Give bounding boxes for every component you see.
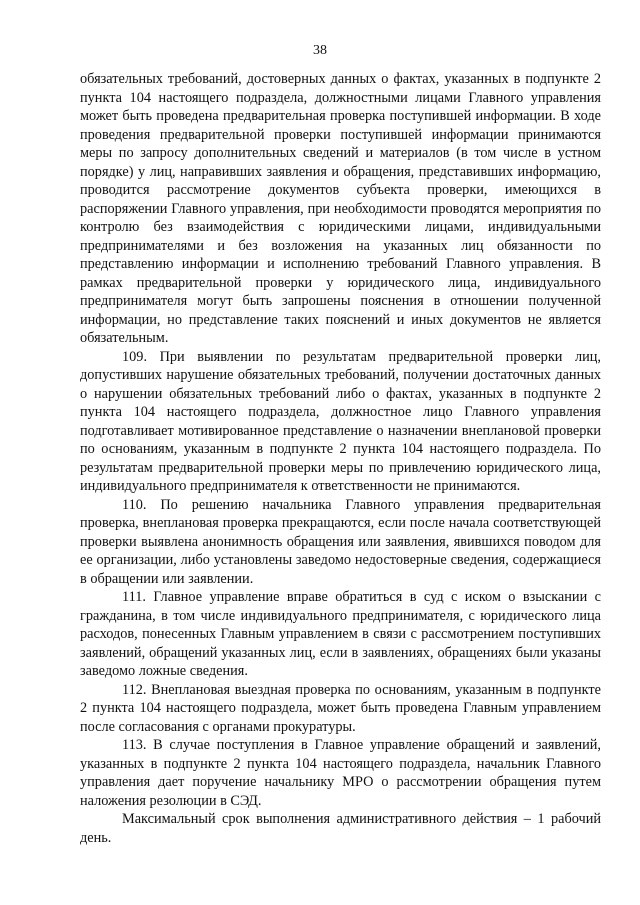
- document-body: [80, 70, 601, 847]
- paragraph-113: 113. В случае поступления в Главное управление обращений и заявлений, указанных в подпункте 2 пункта 104 настоящего подраздела, начальник Главного управления дает поручение начальнику МРО о рассмотрении обращения путем наложения резолюции в СЭД.: [80, 737, 601, 809]
- paragraph-110: 110. По решению начальника Главного управления предварительная проверка, внеплановая проверка прекращаются, если после начала соответствующей проверки выявлена анонимность обращения или заявления, явившихся поводом для ее организации, либо установлены заведомо недостоверные сведения, содержащиеся в обращении или заявлении.: [80, 496, 601, 587]
- paragraph-111: 111. Главное управление вправе обратиться в суд с иском о взыскании с гражданина, в том числе индивидуального предпринимателя, с юридического лица расходов, понесенных Главным управлением в связи с рассмотрением поступивших заявлений, обращений указанных лиц, если в заявлениях, обращениях были указаны заведомо ложные сведения.: [80, 589, 601, 679]
- paragraph-deadline: Максимальный срок выполнения административного действия – 1 рабочий день.: [80, 811, 601, 846]
- paragraph-109: 109. При выявлении по результатам предварительной проверки лиц, допустивших нарушение обязательных требований, получении достаточных данных о нарушении обязательных требований либо о фактах, указанных в подпункте 2 пункта 104 настоящего подраздела, должностное лицо Главного управления подготавливает мотивированное представление о назначении внеплановой проверки по основаниям, указанным в подпункте 2 пункта 104 настоящего подраздела. По результатам предварительной проверки меры по привлечению юридического лица, индивидуального предпринимателя к ответственности не принимаются.: [80, 348, 601, 494]
- paragraph-continuation: обязательных требований, достоверных данных о фактах, указанных в подпункте 2 пункта 104 настоящего подраздела, должностными лицами Главного управления может быть проведена предварительная проверка поступившей информации. В ходе проведения предварительной проверки поступившей информации принимаются меры по запросу дополнительных сведений и материалов (в том числе в устном порядке) у лиц, направивших заявления и обращения, представивших информацию, проводится рассмотрение документов субъекта проверки, имеющихся в распоряжении Главного управления, при необходимости проводятся мероприятия по контролю без взаимодействия с юридическими лицами, индивидуальными предпринимателями и без возложения на указанных лиц обязанности по представлению информации и исполнению требований Главного управления. В рамках предварительной проверки у юридического лица, индивидуального предпринимателя могут быть запрошены пояснения в отношении полученной информации, но представление таких пояснений и иных документов не является обязательным.: [80, 71, 601, 346]
- paragraph-112: 112. Внеплановая выездная проверка по основаниям, указанным в подпункте 2 пункта 104 настоящего подраздела, может быть проведена Главным управлением после согласования с органами прокуратуры.: [80, 681, 601, 735]
- page-number: 38: [313, 43, 327, 58]
